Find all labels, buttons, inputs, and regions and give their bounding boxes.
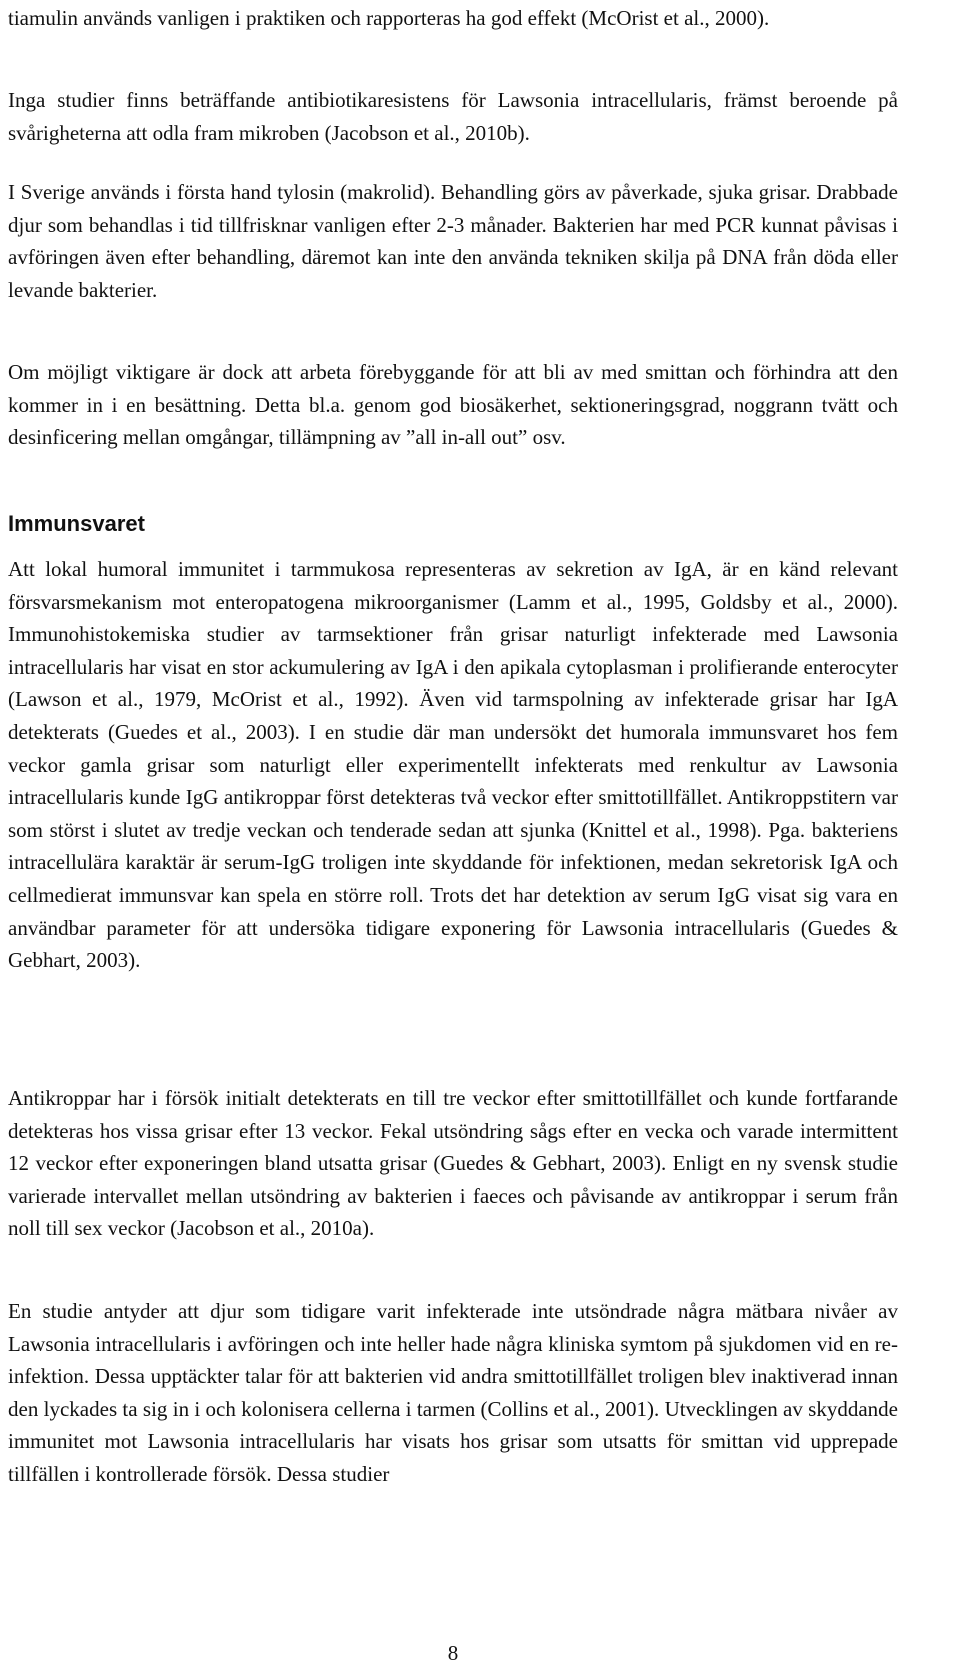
paragraph-humoral-immunity: Att lokal humoral immunitet i tarmmukosa representeras av sekretion av IgA, är en känd relevant försvarsmekanism mot enteropatogena mikroorganismer (Lamm et al., 1995, Goldsby et al., 2000). Immunohistokemiska studier av tarmsektioner från grisar naturligt infekterade med Lawsonia intracellularis har visat en stor ackumulering av IgA i den apikala cytoplasman i prolifierande enterocyter (Lawson et al., 1979, McOrist et al., 1992). Även vid tarmspolning av infekterade grisar har IgA detekterats (Guedes et al., 2003). I en studie där man undersökt det humorala immunsvaret hos fem veckor gamla grisar som naturligt eller experimentellt infekterats med renkultur av Lawsonia intracellularis kunde IgG antikroppar först detekteras två veckor efter smittotillfället. Antikroppstitern var som störst i slutet av tredje veckan och tenderade sedan att sjunka (Knittel et al., 1998). Pga. bakteriens intracellulära karaktär är serum-IgG troligen inte skyddande för infektionen, medan sekretorisk IgA och cellmedierat immunsvar kan spela en större roll. Trots det har detektion av serum IgG visat sig vara en användbar parameter för att undersöka tidigare exponering för Lawsonia intracellularis (Guedes & Gebhart, 2003). xyxy=(8,557,898,973)
paragraph-prevention: Om möjligt viktigare är dock att arbeta förebyggande för att bli av med smittan och förhindra att den kommer in i en besättning. Detta bl.a. genom god biosäkerhet, sektioneringsgrad, noggrann tvätt och desinficering mellan omgångar, tillämpning av ”all in-all out” osv. xyxy=(8,360,898,450)
paragraph-antibody-detection: Antikroppar har i försök initialt detekterats en till tre veckor efter smittotillfället och kunde fortfarande detekteras hos vissa grisar efter 13 veckor. Fekal utsöndring sågs efter en vecka och varade intermittent 12 veckor efter exponeringen bland utsatta grisar (Guedes & Gebhart, 2003). Enligt en ny svensk studie varierade intervallet mellan utsöndring av bakterien i faeces och påvisande av antikroppar i serum från noll till sex veckor (Jacobson et al., 2010a). xyxy=(8,1086,898,1241)
paragraph-sweden-treatment: I Sverige används i första hand tylosin (makrolid). Behandling görs av påverkade, sjuka grisar. Drabbade djur som behandlas i tid tillfrisknar vanligen efter 2-3 månader. Bakterien har med PCR kunnat påvisas i avföringen även efter behandling, däremot kan inte den använda tekniken skilja på DNA från döda eller levande bakterier. xyxy=(8,180,898,302)
paragraph-reinfection-study: En studie antyder att djur som tidigare varit infekterade inte utsöndrade några mätbara nivåer av Lawsonia intracellularis i avföringen och inte heller hade några kliniska symtom på sjukdomen vid en re-infektion. Dessa upptäckter talar för att bakterien vid andra smittotillfället troligen blev inaktiverad innan den lyckades ta sig in i och kolonisera cellerna i tarmen (Collins et al., 2001). Utvecklingen av skyddande immunitet mot Lawsonia intracellularis har visats hos grisar som utsatts för smittan vid upprepade tillfällen i kontrollerade försök. Dessa studier xyxy=(8,1299,898,1486)
paragraph-antibiotic-resistance: Inga studier finns beträffande antibiotikaresistens för Lawsonia intracellularis, främst beroende på svårigheterna att odla fram mikroben (Jacobson et al., 2010b). xyxy=(8,88,898,145)
section-heading-immunsvaret: Immunsvaret xyxy=(8,511,145,536)
page-number: 8 xyxy=(447,1641,459,1665)
paragraph-treatment-effect: tiamulin används vanligen i praktiken och rapporteras ha god effekt (McOrist et al., 2000). xyxy=(8,6,770,30)
